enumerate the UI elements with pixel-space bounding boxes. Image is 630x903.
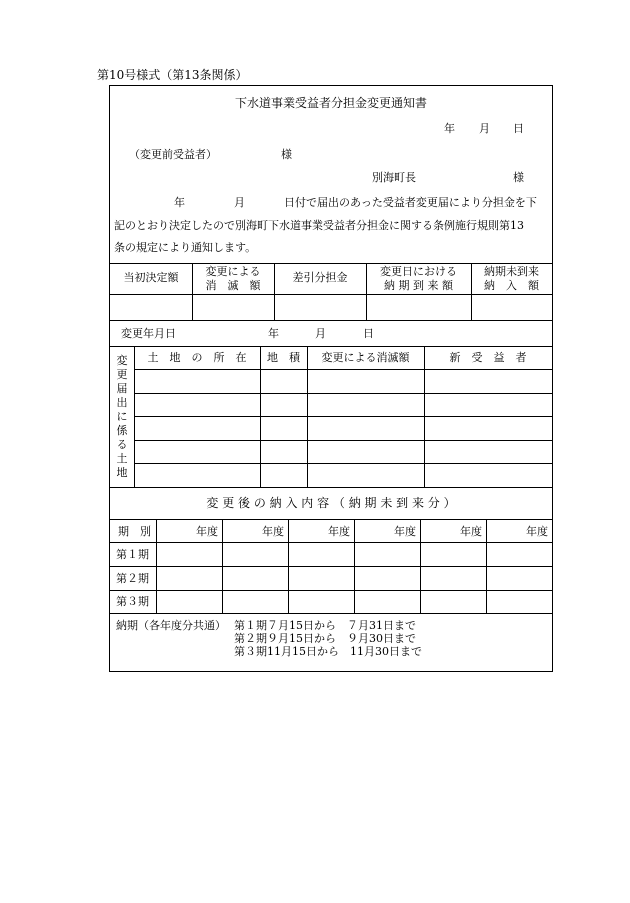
header-due-amount-1: 変更日における — [380, 265, 457, 278]
after-change-title: 変 更 後 の 納 入 内 容 （ 納 期 未 到 来 分 ） — [206, 496, 456, 510]
due-date-line-2: 第２期９月15日から ９月30日まで — [234, 632, 416, 645]
period-1-label: 第１期 — [116, 548, 149, 561]
due-date-line-3: 第３期11月15日から 11月30日まで — [234, 645, 422, 658]
header-extinguished-amount-2: 消 滅 額 — [205, 279, 261, 292]
header-land-location: 土 地 の 所 在 — [147, 351, 247, 364]
body-month: 月 — [234, 196, 245, 209]
year-header-2: 年度 — [262, 525, 284, 538]
header-extinguished-amount-1: 変更による — [205, 265, 261, 278]
date-day: 日 — [513, 122, 524, 135]
due-date-line-1: 第１期７月15日から ７月31日まで — [234, 619, 416, 632]
year-header-3: 年度 — [328, 525, 350, 538]
header-land-extinguished: 変更による消滅額 — [321, 351, 410, 364]
date-month: 月 — [479, 122, 490, 135]
land-side-label: 変 更 届 出 に 係 る 土 地 — [116, 354, 128, 479]
sender-honorific: 様 — [513, 171, 524, 184]
period-header: 期 別 — [118, 525, 151, 538]
header-undue-amount-2: 納 入 額 — [484, 279, 539, 292]
form-title: 下水道事業受益者分担金変更通知書 — [234, 96, 427, 110]
header-due-amount-2: 納 期 到 来 額 — [384, 279, 453, 292]
body-line1: 日付で届出のあった受益者変更届により分担金を下 — [284, 196, 537, 209]
period-2-label: 第２期 — [116, 572, 149, 585]
body-year: 年 — [174, 196, 185, 209]
body-line3: 条の規定により通知します。 — [114, 241, 257, 254]
period-3-label: 第３期 — [116, 595, 149, 608]
due-dates-label: 納期（各年度分共通） — [116, 619, 226, 632]
sender-name: 別海町長 — [372, 171, 416, 184]
year-header-6: 年度 — [526, 525, 548, 538]
notice-form — [109, 85, 553, 672]
change-date-label: 変更年月日 — [121, 327, 176, 340]
recipient-label: （変更前受益者） — [129, 148, 217, 161]
header-net-contribution: 差引分担金 — [292, 271, 348, 284]
change-date-day: 日 — [363, 327, 374, 340]
header-new-beneficiary: 新 受 益 者 — [449, 351, 527, 364]
form-number-label: 第10号様式（第13条関係） — [97, 68, 248, 82]
recipient-honorific: 様 — [281, 148, 292, 161]
date-year: 年 — [444, 122, 455, 135]
year-header-1: 年度 — [196, 525, 218, 538]
year-header-5: 年度 — [460, 525, 482, 538]
year-header-4: 年度 — [394, 525, 416, 538]
change-date-month: 月 — [315, 327, 326, 340]
header-initial-amount: 当初決定額 — [123, 271, 179, 284]
change-date-year: 年 — [268, 327, 279, 340]
header-land-area: 地 積 — [267, 351, 300, 364]
header-undue-amount-1: 納期未到来 — [484, 265, 539, 278]
body-line2: 記のとおり決定したので別海町下水道事業受益者分担金に関する条例施行規則第13 — [114, 219, 524, 232]
